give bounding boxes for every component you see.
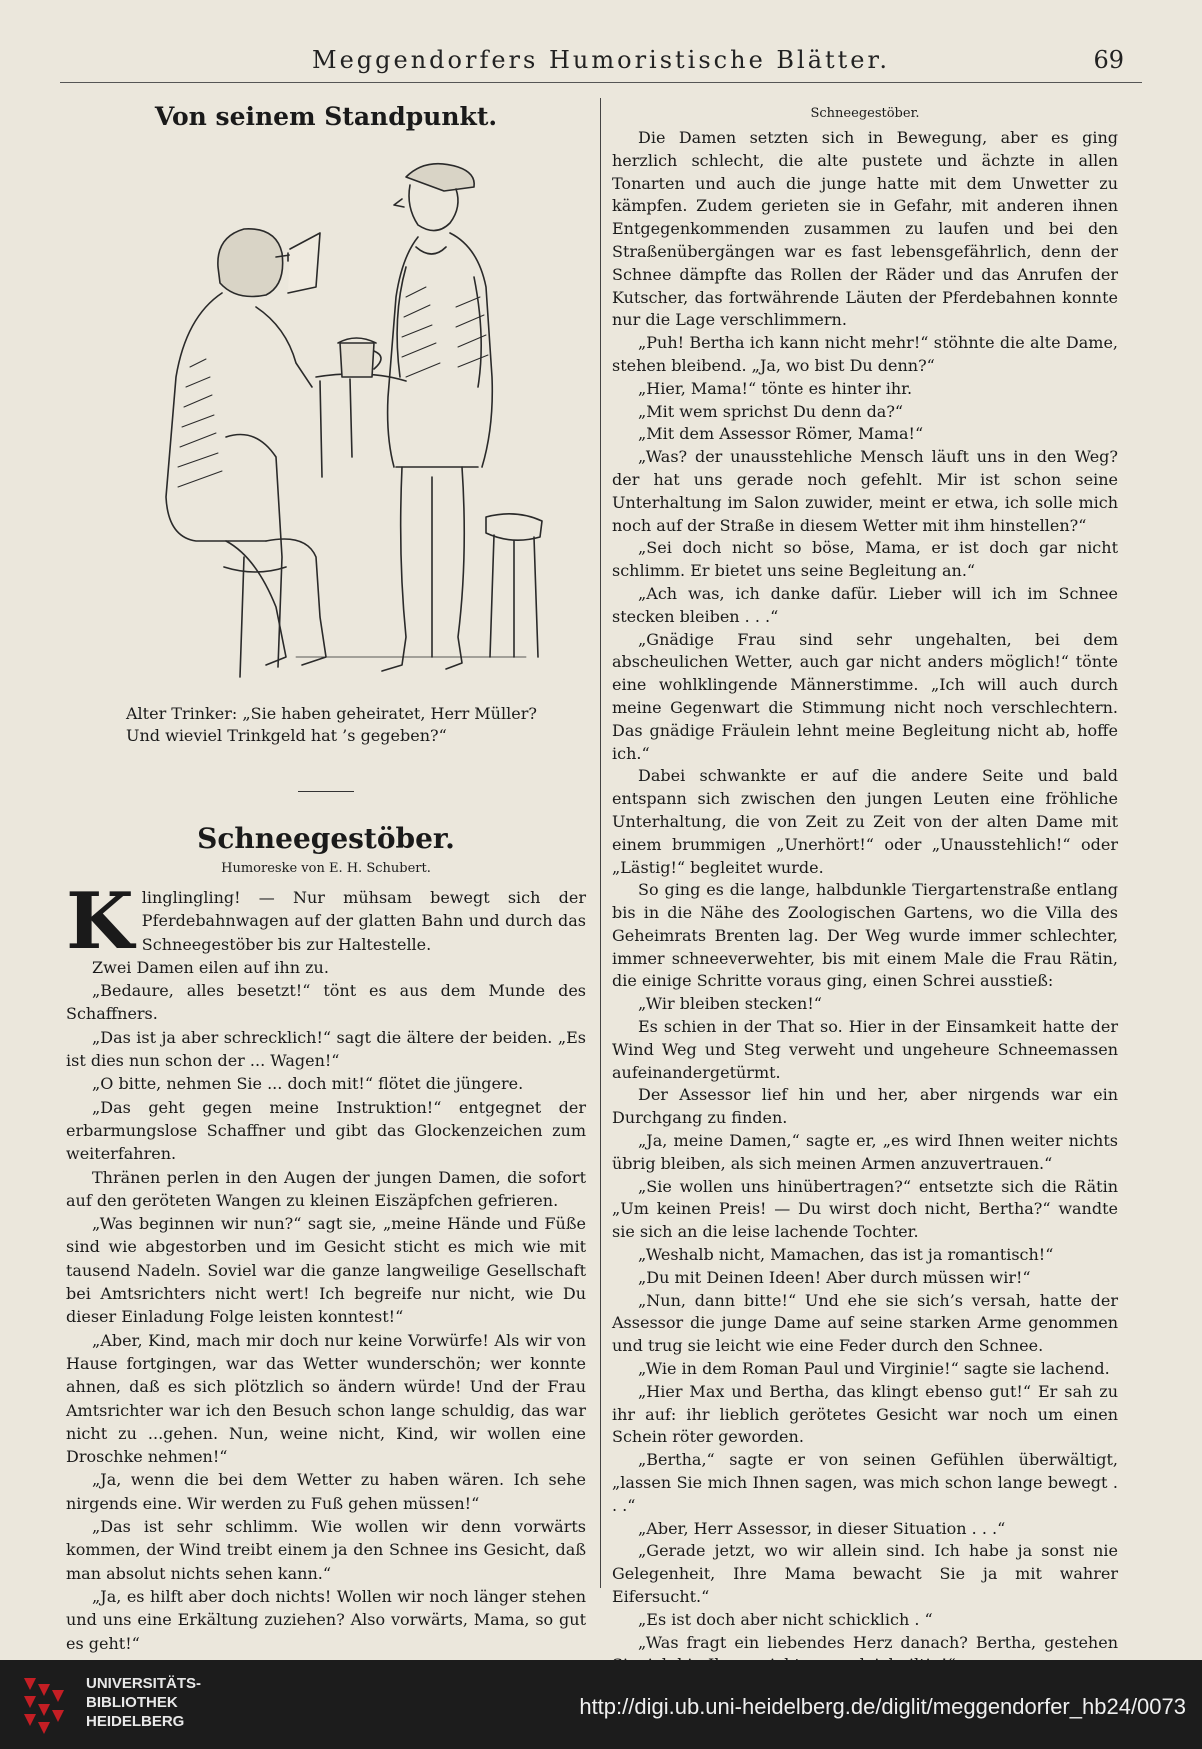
library-name [86,1674,201,1731]
story-body-left [66,876,586,1655]
story-paragraph: „Aber, Herr Assessor, in dieser Situation . . .“ [638,1518,1006,1538]
story-paragraph: „Bedaure, alles besetzt!“ tönt es aus dem Munde des Schaffners. [66,981,586,1024]
story-paragraph: „Was fragt ein liebendes Herz danach? Bertha, gestehen [638,1632,1118,1652]
column-divider [600,98,601,1588]
story-paragraph: „Das geht gegen meine Instruktion!“ entgegnet der erbarmungslose Schaffner und gibt das Glockenzeichen zum weiterfahren. [66,1097,586,1164]
story-paragraph: „Es ist doch aber nicht schicklich . “ [638,1609,933,1629]
story-paragraph: „Nun, dann bitte!“ Und ehe sie sich’s versah, hatte der Assessor die junge Dame auf seine starken Arme genommen und trug sie leicht wie eine Feder durch den Schnee. [612,1290,1118,1356]
story-paragraph: „Mit dem Assessor Römer, Mama!“ [638,424,924,444]
running-title: Meggendorfers Humoristische Blätter. [312,46,890,74]
drop-cap: K [66,876,134,967]
story-paragraph: „Mit wem sprichst Du denn da?“ [638,401,904,421]
story-paragraph: „Das ist ja aber schrecklich!“ sagt die ältere der beiden. „Es ist dies nun schon der ... Wagen!“ [66,1027,586,1071]
running-head [60,46,1142,83]
story-paragraph: „Hier, Mama!“ tönte es hinter ihr. [638,378,913,398]
library-name-line-3: HEIDELBERG [86,1713,185,1730]
story-paragraph: „Ja, meine Damen,“ sagte er, „es wird Ihnen weiter nichts übrig bleiben, als sich meinen Armen anzuvertrauen.“ [612,1131,1118,1173]
viewer-footer [0,1660,1202,1749]
section-rule [298,791,354,792]
story-paragraph: „Was beginnen wir nun?“ sagt sie, „meine Hände und Füße sind wie abgestorben und im Gesicht sticht es mich wie mit tausend Nadeln. Soviel war die ganze langweilige Gesellschaft bei Amtsrichters nicht wert! Ich begreife nur nicht, wie Du dieser Einladung Folge leisten konntest!“ [66,1214,586,1327]
story-paragraph: „Was? der unausstehliche Mensch läuft uns in den Weg? der hat uns gerade noch gefehlt. Mir ist schon seine Unterhaltung im Salon zuwider, meint er etwa, ich solle mich noch auf der Straße in diesem Wetter mit ihm hinstellen?“ [612,447,1118,535]
page-number: 69 [1093,46,1124,74]
cartoon-illustration [106,137,546,697]
story-paragraph: Die Damen setzten sich in Bewegung, aber es ging herzlich schlecht, die alte pustete und ächzte in allen Tonarten und auch die junge hatte mit dem Unwetter zu kämpfen. Zudem gerieten sie in Gefahr, mit anderen ihnen Entgegenkommenden zusammen zu laufen und bei den Straßenübergängen war es fast lebensgefährlich, denn der Schnee dämpfte das Rollen der Räder und das Anrufen der Kutscher, das fortwährende Läuten der Pferdebahnen konnte nur die Lage verschlimmern. [612,128,1118,330]
story-title: Schneegestöber. [197,822,455,855]
story-paragraph: „Ach was, ich danke dafür. Lieber will ich im Schnee stecken bleiben . . .“ [612,583,1118,626]
right-column [612,96,1118,1677]
left-column [66,96,586,1655]
library-name-line-1: UNIVERSITÄTS- [86,1675,202,1692]
cartoon-caption [66,703,586,747]
story-paragraph: „Wie in dem Roman Paul und Virginie!“ sagte sie lachend. [638,1359,1110,1379]
story-paragraph: „Gnädige Frau sind sehr ungehalten, bei dem abscheulichen Wetter, auch gar nicht anders möglich!“ tönte eine wohlklingende Männerstimme. „Ich will auch durch meine Gegenwart die Stimmung nicht noch verschlechtern. Das gnädige Fräulein lehnt meine Begleitung nicht ab, hoffe ich.“ [612,629,1118,763]
story-paragraph: „Das ist sehr schlimm. Wie wollen wir denn vorwärts kommen, der Wind treibt einem ja den Schnee ins Gesicht, daß man absolut nichts sehen kann.“ [66,1517,586,1583]
story-paragraph: Dabei schwankte er auf die andere Seite und bald entspann sich zwischen den jungen Leuten eine fröhliche Unterhaltung, die von Zeit zu Zeit von der alten Dame mit einem brummigen „Unerhört!“ oder „Unausstehlich!“ oder „Lästig!“ begleitet wurde. [612,766,1118,877]
story-paragraph: Zwei Damen eilen auf ihn zu. [92,957,329,977]
story-paragraph: Der Assessor lief hin und her, aber nirgends war ein Durchgang zu finden. [612,1085,1118,1128]
story-paragraph: „Ja, es hilft aber doch nichts! Wollen wir noch länger stehen und uns eine Erkältung zuziehen? Also vorwärts, Mama, so gut es geht!“ [66,1586,586,1653]
story-paragraph: „Ja, wenn die bei dem Wetter zu haben wären. Ich sehe nirgends eine. Wir werden zu Fuß gehen müssen!“ [66,1470,586,1513]
library-logo-icon [20,1674,72,1736]
story-paragraph: Es schien in der That so. Hier in der Einsamkeit hatte der Wind Weg und Steg verweht und ungeheure Schneemassen aufeinandergetürmt. [612,1017,1118,1082]
story-paragraph: „O bitte, nehmen Sie ... doch mit!“ flötet die jüngere. [92,1074,524,1094]
story-paragraph: Klinglingling! — Nur mühsam bewegt sich der Pferdebahnwagen auf der glatten Bahn und durch das Schneegestöber bis zur Haltestelle. [66,876,586,967]
story-byline: Humoreske von E. H. Schubert. [221,861,431,876]
source-url[interactable]: http://digi.ub.uni-heidelberg.de/diglit/meggendorfer_hb24/0073 [579,1694,1186,1719]
cartoon-title: Von seinem Standpunkt. [154,102,498,131]
library-name-line-2: BIBLIOTHEK [86,1694,178,1711]
story-paragraph: „Sie wollen uns hinübertragen?“ entsetzte sich die Rätin „Um keinen Preis! — Du wirst doch nicht, Bertha?“ wandte sie sich an die leise lachende Tochter. [612,1176,1118,1242]
story-paragraph: „Weshalb nicht, Mamachen, das ist ja romantisch!“ [638,1245,1054,1265]
story-paragraph: „Wir bleiben stecken!“ [638,994,822,1014]
story-paragraph: „Bertha,“ sagte er von seinen Gefühlen überwältigt, „lassen Sie mich Ihnen sagen, was mich schon lange bewegt . . .“ [612,1450,1118,1515]
story-paragraph: „Aber, Kind, mach mir doch nur keine Vorwürfe! Als wir von Hause fortgingen, war das Wetter wunderschön; wer konnte ahnen, daß es sich plötzlich so ändern würde! Und der Frau Amtsrichter war ich den Besuch schon lange schuldig, das war nicht zu ...gehen. Nun, weine nicht, Kind, wir wollen eine Droschke nehmen!“ [66,1330,586,1467]
story-paragraph: „Hier Max und Bertha, das klingt ebenso gut!“ Er sah zu ihr auf: ihr lieblich gerötetes Gesicht war noch um einen Schein röter geworden. [612,1381,1118,1447]
story-paragraph: „Gerade jetzt, wo wir allein sind. Ich habe ja sonst nie Gelegenheit, Ihre Mama bewacht Sie ja mit wahrer Eifersucht.“ [612,1541,1118,1606]
right-column-header: Schneegestöber. [810,106,920,121]
story-paragraph: So ging es die lange, halbdunkle Tiergartenstraße entlang bis in die Nähe des Zoologischen Gartens, wo die Villa des Geheimrats Brenten lag. Der Weg wurde immer schlechter, immer schneeverwehter, bis mit einem Male die Frau Rätin, die einige Schritte voraus ging, einen Schrei ausstieß: [612,880,1118,991]
story-paragraph: Thränen perlen in den Augen der jungen Damen, die sofort auf den geröteten Wangen zu kleinen Eiszäpfchen gefrieren. [66,1167,586,1210]
story-paragraph: „Puh! Bertha ich kann nicht mehr!“ stöhnte die alte Dame, stehen bleibend. „Ja, wo bist Du denn?“ [612,333,1118,375]
story-paragraph: „Du mit Deinen Ideen! Aber durch müssen wir!“ [638,1267,1031,1287]
caption-line-2: Und wieviel Trinkgeld hat ’s gegeben?“ [126,726,447,745]
caption-line-1: Alter Trinker: „Sie haben geheiratet, Herr Müller? [126,704,537,723]
story-paragraph: „Sei doch nicht so böse, Mama, er ist doch gar nicht schlimm. Er bietet uns seine Begleitung an.“ [612,538,1118,581]
story-body-right [612,127,1118,1677]
